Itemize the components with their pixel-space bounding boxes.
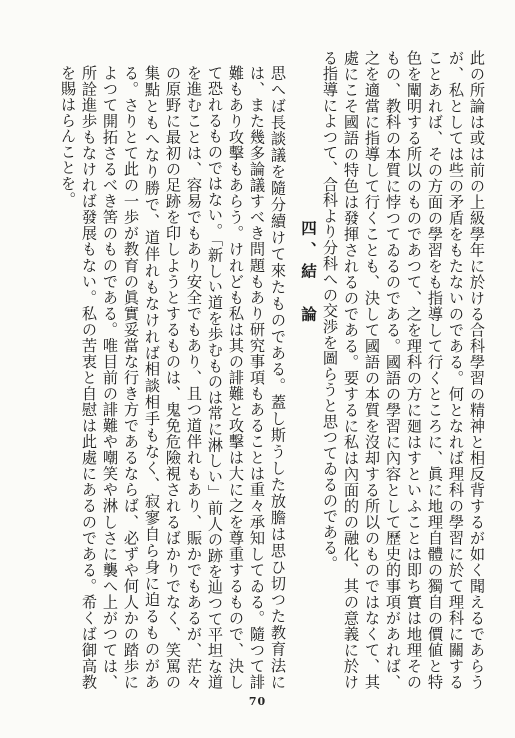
paragraph-conclusion-of-previous-section: 此の所論は或は前の上級學年に於ける合科學習の精神と相反背するが如く聞えるであらうが、私としては些の矛盾をもたないのである。何となれば理科の學習に於て理科に關することあれば、その方面の學習をも指導して行くところに、眞に地理自體の獨自の價値と特色を闡明する所以のものであつて、之を理科の方に廻はすといふことは即ち實は地理そのもの、教科の本質に悖つてゐるのである。國語の學習に內容として歷史的事項があれば、之を適當に指導して行くことも、決して國語の本質を沒却する所以のものではなくて、其處にこそ國語の特色は發揮されるのである。要するに私は內面的の融化、其の意義に於ける指導によつて、合科より分科への交渉を圖らうと思つてゐるのである。	[321, 50, 486, 690]
paragraph-conclusion: 思へば長談議を隨分續けて來たものである。蓋し斯うした放膽は思ひ切つた教育法には、また幾多論議すべき問題もあり研究事項もあることは重々承知してゐる。隨つて誹難もあり攻擊もあらう。けれども私は其の誹難と攻擊は大に之を尊重するもので、決して恐れるものではない。「新しい道を歩むものは常に淋しい」前人の跡を辿つて平坦な道を進むことは、容易でもあり安全でもあり、且つ道伴れもあり、賑かでもあるが、茫々の原野に最初の足跡を印しようとするものは、鬼免危險視されるばかりでなく、笑罵の集點ともへなり勝で、道伴れもなければ相談相手もなく、寂寥自ら身に迫るものがある。さりとて此の一歩が教育の眞實妥當な行き方であるならば、必ずや何人かの踏歩によつて開拓さるべき筈のものである。唯目前の誹難や嘲笑や淋しさに襲へ上がつては、所詮進歩もなければ發展もない。私の苦衷と自慰は此處にあるのである。希くば御高教を賜はらんことを。	[59, 65, 287, 690]
section-heading: 四、結 論	[299, 220, 318, 328]
page-number: 70	[248, 695, 267, 708]
vertical-text-body	[47, 50, 487, 690]
